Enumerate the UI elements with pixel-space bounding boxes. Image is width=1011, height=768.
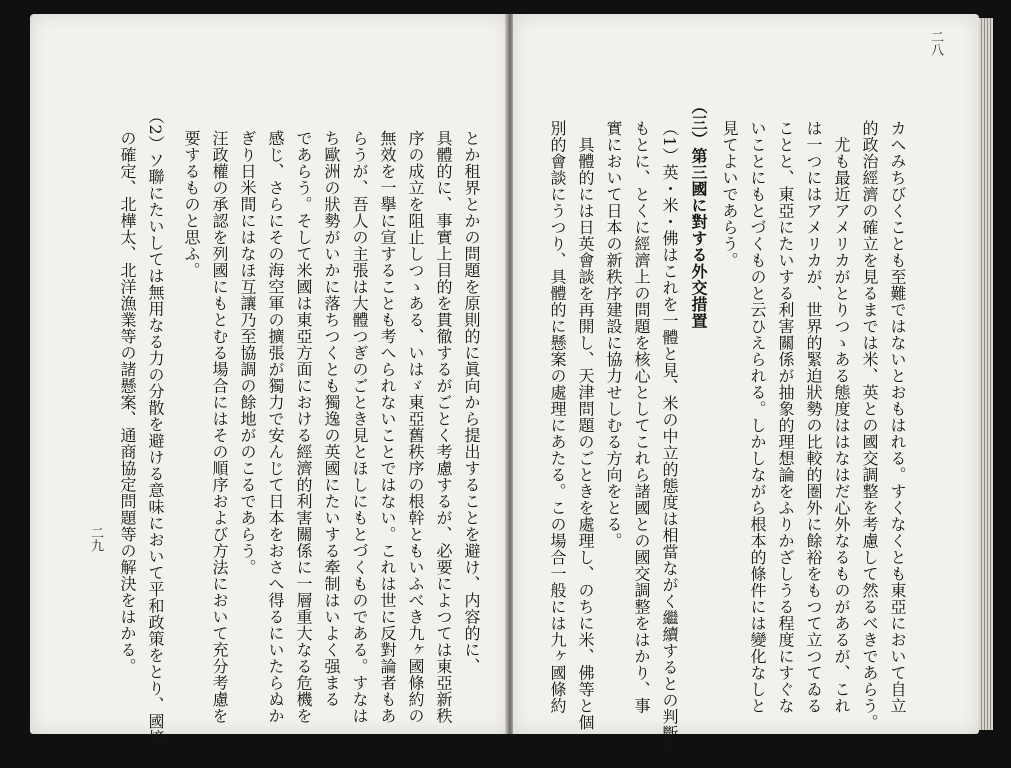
text-line: とか租界とかの問題を原則的に眞向から提出することを避け、内容的に、 (462, 130, 481, 675)
text-line: いことにもとづくものと云ひえられる。しかしながら根本的條件には變化なしと (748, 120, 767, 714)
text-line: 汪政權の承認を列國にもとむる場合にはその順序および方法において充分考慮を (210, 130, 229, 724)
text-line: らうが、吾人の主張は大體つぎのごとき見とほしにもとづくものである。すなは (350, 130, 369, 724)
text-line: （1）英・米・佛はこれを一體と見、米の中立的態度は相當ながく繼續するとの判斷の (660, 120, 679, 758)
text-line: 感じ、さらにその海空軍の擴張が獨力で安んじて日本をおさへ得るにいたらぬか (266, 130, 285, 724)
text-line: 具體的には日英會談を再開し、天津問題のごときを處理し、のちに米、佛等と個 (576, 120, 595, 731)
text-line: ち歐洲の狀勢がいかに落ちつくとも獨逸の英國にたいする牽制はいよく强まる (322, 130, 341, 708)
text-line: 見てよいであらう。 (720, 120, 739, 269)
text-line: 要するものと思ふ。 (182, 130, 201, 279)
text-line: 具體的に、事實上目的を貫徹するがごとく考慮するが、必要によつては東亞新秩 (434, 130, 453, 724)
text-line: 無效を一擧に宣することも考へられないことではない。これは世に反對論者もあ (378, 130, 397, 724)
section-heading: （三）第三國に對する外交措置 (689, 98, 708, 329)
text-line: ことと、東亞にたいする利害關係が抽象的理想論をふりかざしうる程度にすぐな (776, 120, 795, 714)
text-line: 實において日本の新秩序建設に協力せしむる方向をとる。 (604, 120, 623, 549)
text-line: ぎり日米間にはなほ互讓乃至協調の餘地がのこるであらう。 (238, 130, 257, 576)
text-line: 別的會談にうつり、具體的に懸案の處理にあたる。この場合一般には九ヶ國條約 (548, 120, 567, 714)
text-line: であらう。そして米國は東亞方面における經濟的利害關係に一層重大なる危機を (294, 130, 313, 724)
text-line: の確定、北樺太、北洋漁業等の諸懸案、通商協定問題等の解決をはかる。 (118, 130, 137, 675)
text-line: 序の成立を阻止しつゝある、いはゞ東亞舊秩序の根幹ともいふべき九ヶ國條約の (406, 130, 425, 724)
page-number-left: 二九 (88, 526, 103, 552)
page-edges (979, 18, 993, 730)
text-line: カへみちびくことも至難ではないとおもはれる。すくなくとも東亞において自立 (888, 120, 907, 714)
text-line: （2）ソ聯にたいしては無用なる力の分散を避ける意味において平和政策をとり、國境 (146, 108, 165, 746)
text-line: 尤も最近アメリカがとりつゝある態度ははなはだ心外なるものがあるが、これ (832, 120, 851, 714)
text-line: 的政治經濟の確立を見るまでは米、英との國交調整を考慮して然るべきであらう。 (860, 120, 879, 731)
page-number-right: 二八 (928, 30, 943, 56)
text-line: もとに、とくに經濟上の問題を核心としてこれら諸國との國交調整をはかり、事 (632, 120, 651, 714)
text-line: は一つにはアメリカが、世界的緊迫狀勢の比較的圏外に餘裕をもつて立つてゐる (804, 120, 823, 714)
